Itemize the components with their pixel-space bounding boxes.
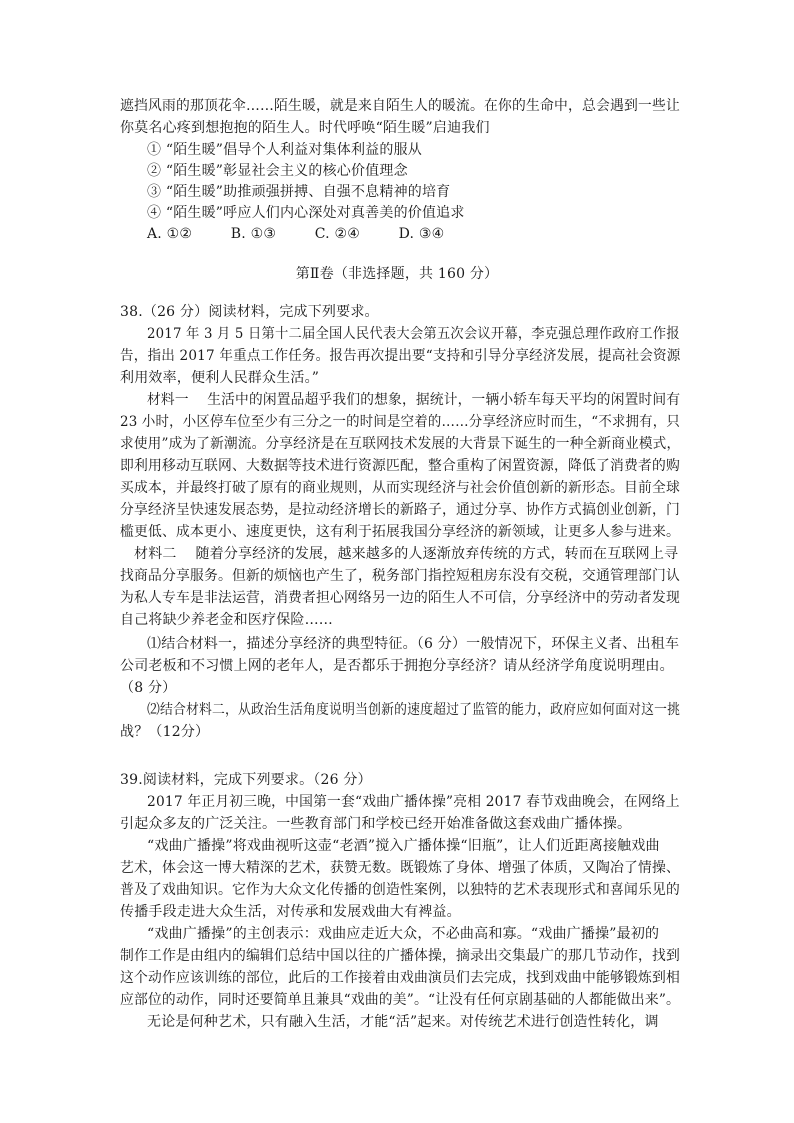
q39-header: 39.阅读材料，完成下列要求。（26 分）: [120, 772, 372, 788]
q37-statement-1: ① “陌生暖”倡导个人利益对集体利益的服从: [147, 142, 422, 158]
q38-material2-line-1: 材料二 随着分享经济的发展，越来越多的人逐渐放弃传统的方式，转而在互联网上寻: [134, 546, 679, 562]
q39-p2-line-4: 传播手段走进大众生活，对传承和发展戏曲大有裨益。: [120, 904, 461, 920]
q37-statement-2: ② “陌生暖”彰显社会主义的核心价值理念: [147, 163, 408, 179]
q39-p3-line-4: 应部位的动作，同时还要简单且兼具“戏曲的美”。“让没有任何京剧基础的人都能做出来”。: [120, 992, 681, 1008]
q38-sub1-line-1: ⑴结合材料一，描述分享经济的典型特征。（6 分）一般情况下，环保主义者、出租车: [147, 636, 680, 652]
q37-text-line-2: 你莫名心疼到想抱抱的陌生人。时代呼唤“陌生暖”启迪我们: [120, 120, 490, 136]
q38-material1-line-5: 买成本，并最终打破了原有的商业规则，从而实现经济与社会价值创新的新形态。目前全球: [120, 480, 680, 496]
q37-options: [147, 224, 478, 244]
q38-intro-line-1: 2017 年 3 月 5 日第十二届全国人民代表大会第五次会议开幕，李克强总理作政府工作报: [147, 326, 680, 342]
q37-statement-3: ③ “陌生暖”助推顽强拼搏、自强不息精神的培育: [147, 184, 451, 200]
q38-material1-line-4: 即利用移动互联网、大数据等技术进行资源匹配，整合重构了闲置资源，降低了消费者的购: [120, 458, 680, 474]
q39-p2-line-2: 艺术，体会这一博大精深的艺术，获赞无数。既锻炼了身体、增强了体质，又陶冶了情操、: [120, 860, 680, 876]
q38-sub2-line-2: 战？（12分）: [120, 724, 210, 740]
q37-statement-4: ④ “陌生暖”呼应人们内心深处对真善美的价值追求: [147, 205, 465, 221]
q38-material1-line-2: 23 小时，小区停车位至少有三分之一的时间是空着的……分享经济应时而生，“不求拥有，只: [120, 414, 681, 430]
option-b: B. ①③: [230, 226, 277, 242]
q39-p1-line-1: 2017 年正月初三晚，中国第一套“戏曲广播体操”亮相 2017 春节戏曲晚会，在网络上: [147, 794, 680, 810]
q39-p1-line-2: 引起众多友的广泛关注。一些教育部门和学校已经开始准备做这套戏曲广播体操。: [120, 816, 632, 832]
q37-text-line-1: 遮挡风雨的那顶花伞……陌生暖，就是来自陌生人的暖流。在你的生命中，总会遇到一些让: [120, 98, 680, 114]
q39-p2-line-3: 普及了戏曲知识。它作为大众文化传播的创造性案例，以独特的艺术表现形式和喜闻乐见的: [120, 882, 680, 898]
q39-p2-line-1: “戏曲广播操”将戏曲视听这壶“老酒”搅入广播体操“旧瓶”，让人们近距离接触戏曲: [147, 838, 660, 854]
q39-p3-line-2: 制作工作是由组内的编辑们总结中国以往的广播体操，摘录出交集最广的那几节动作，找到: [120, 948, 680, 964]
q38-material1-line-6: 分享经济呈快速发展态势，是拉动经济增长的新路子，通过分享、协作方式搞创业创新，门: [120, 502, 680, 518]
q39-p3-line-1: “戏曲广播操”的主创表示：戏曲应走近大众，不必曲高和寡。“戏曲广播操”最初的: [147, 926, 660, 942]
q38-intro-line-3: 利用效率，便利人民群众生活。”: [120, 370, 320, 386]
q38-material2-line-2: 找商品分享服务。但新的烦恼也产生了，税务部门指控短租房东没有交税，交通管理部门认: [120, 568, 680, 584]
q38-sub2-line-1: ⑵结合材料二，从政治生活角度说明当创新的速度超过了监管的能力，政府应如何面对这一挑: [147, 702, 681, 718]
q39-p4-line-1: 无论是何种艺术，只有融入生活，才能“活”起来。对传统艺术进行创造性转化，调: [147, 1014, 659, 1030]
q38-material1-line-1: 材料一 生活中的闲置品超乎我们的想象，据统计，一辆小轿车每天平均的闲置时间有: [147, 392, 681, 408]
q38-material2-line-4: 自己将缺少养老金和医疗保险……: [120, 612, 333, 628]
q38-sub1-line-2: 公司老板和不习惯上网的老年人，是否都乐于拥抱分享经济？请从经济学角度说明理由。: [120, 658, 674, 674]
option-c: C. ②④: [314, 226, 360, 242]
option-a: A. ①②: [147, 226, 193, 242]
q39-p3-line-3: 这个动作应该训练的部位，此后的工作接着由戏曲演员们去完成，找到戏曲中能够锻炼到相: [120, 970, 680, 986]
q38-material1-line-3: 求使用”成为了新潮流。分享经济是在互联网技术发展的大背景下诞生的一种全新商业模式，: [120, 436, 681, 452]
q38-intro-line-2: 告，指出 2017 年重点工作任务。报告再次提出要“支持和引导分享经济发展，提高社会资源: [120, 348, 681, 364]
option-d: D. ③④: [398, 226, 445, 242]
q38-material1-line-7: 槛更低、成本更小、速度更快，这有利于拓展我国分享经济的新领域，让更多人参与进来。: [120, 524, 680, 540]
section-title: 第Ⅱ卷（非选择题，共 160 分）: [295, 266, 499, 282]
q38-header: 38.（26 分）阅读材料，完成下列要求。: [120, 304, 379, 320]
q38-sub1-line-3: （8 分）: [120, 680, 177, 696]
q38-material2-line-3: 为私人专车是非法运营，消费者担心网络另一边的陌生人不可信，分享经济中的劳动者发现: [120, 590, 680, 606]
